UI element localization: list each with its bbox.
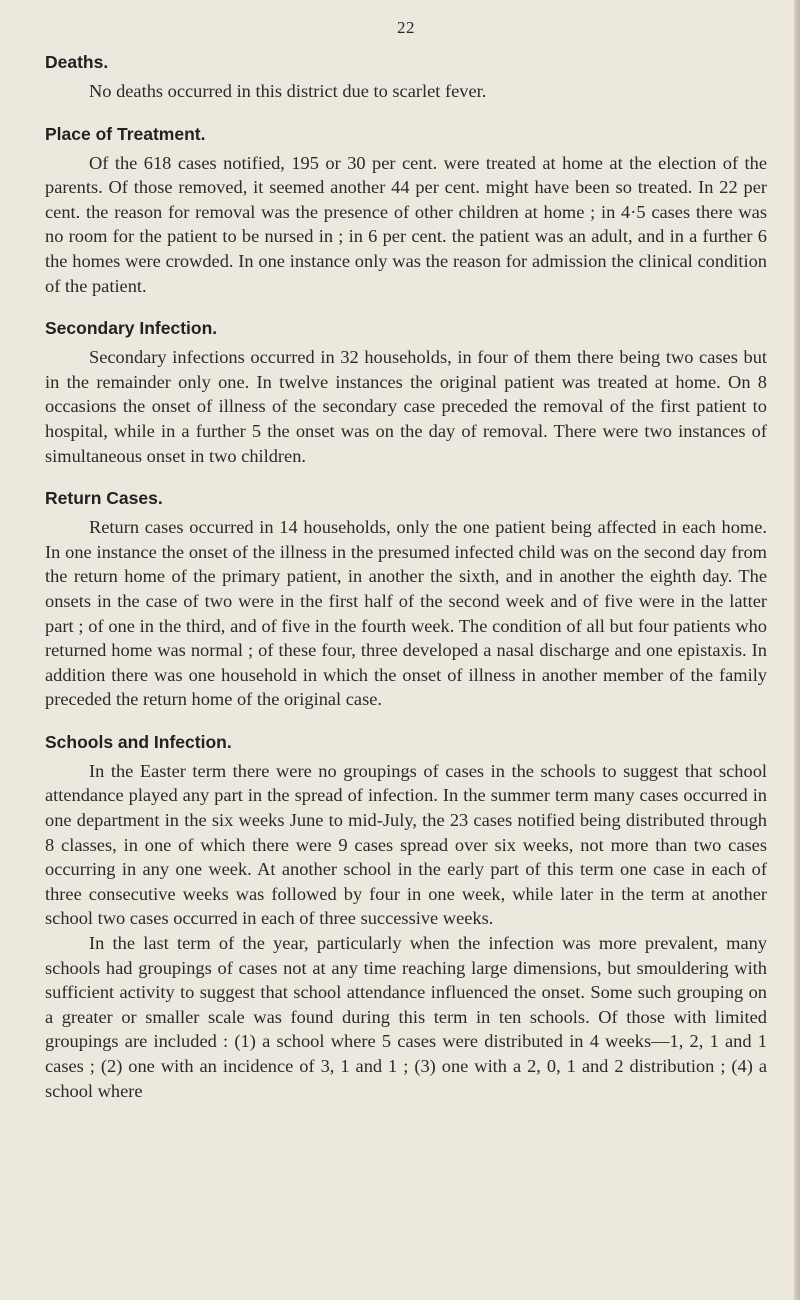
section-heading: Secondary Infection. bbox=[45, 318, 218, 339]
paragraph: In the last term of the year, particularly when the infection was more prevalent, many schools had groupings of cases not at any time reaching large dimensions, but smouldering with sufficient activity to suggest that school attendance influenced the onset. Some such grouping on a greater or smaller scale was found during this term in ten schools. Of those with limited groupings are included : (1) a school where 5 cases were distributed in 4 weeks—1, 2, 1 and 1 cases ; (2) one with an incidence of 3, 1 and 1 ; (3) one with a 2, 0, 1 and 2 distribution ; (4) a school where bbox=[45, 933, 767, 1101]
paragraph: Return cases occurred in 14 households, only the one patient being affected in each home. In one instance the onset of the illness in the presumed infected child was on the second day from the return home of the primary patient, in another the sixth, and in another the eighth day. The onsets in the case of two were in the first half of the second week and of five were in the latter part ; of one in the third, and of five in the fourth week. The condition of all but four patients who returned home was normal ; of these four, three developed a nasal discharge and one epistaxis. In addition there was one household in which the onset of illness in another member of the family preceded the return home of the original case. bbox=[45, 517, 767, 710]
section-place-of-treatment bbox=[45, 124, 767, 299]
section-secondary-infection bbox=[45, 318, 767, 468]
section-heading: Schools and Infection. bbox=[45, 731, 232, 752]
paragraph: Secondary infections occurred in 32 households, in four of them there being two cases but in the remainder only one. In twelve instances the original patient was treated at home. On 8 occasions the onset of illness of the secondary case preceded the removal of the first patient to hospital, while in a further 5 the onset was on the day of removal. There were two instances of simultaneous onset in two children. bbox=[45, 347, 767, 466]
section-heading: Return Cases. bbox=[45, 488, 163, 509]
section-schools-and-infection bbox=[45, 732, 767, 1103]
paragraph: No deaths occurred in this district due to scarlet fever. bbox=[89, 81, 487, 101]
paragraph: Of the 618 cases notified, 195 or 30 per cent. were treated at home at the election of the parents. Of those removed, it seemed another 44 per cent. might have been so treated. In 22 per cent. the reason for removal was the presence of other children at home ; in 4·5 cases there was no room for the patient to be nursed in ; in 6 per cent. the patient was an adult, and in a further 6 the homes were crowded. In one instance only was the reason for admission the clinical condition of the patient. bbox=[45, 152, 767, 296]
page-number: 22 bbox=[397, 18, 415, 37]
section-heading: Place of Treatment. bbox=[45, 123, 206, 144]
page-edge bbox=[794, 0, 800, 1300]
section-heading: Deaths. bbox=[45, 52, 109, 72]
paragraph: In the Easter term there were no groupings of cases in the schools to suggest that school attendance played any part in the spread of infection. In the summer term many cases occurred in one department in the six weeks June to mid-July, the 23 cases notified being distributed through 8 classes, in one of which there were 9 cases spread over six weeks, not more than two cases occurring in any one week. At another school in the early part of this term one case in each of three consecutive weeks was followed by four in one week, while later in the term at another school two cases occurred in each of three successive weeks. bbox=[45, 760, 767, 929]
document-page bbox=[45, 18, 767, 1122]
section-return-cases bbox=[45, 488, 767, 712]
section-deaths bbox=[45, 52, 767, 104]
